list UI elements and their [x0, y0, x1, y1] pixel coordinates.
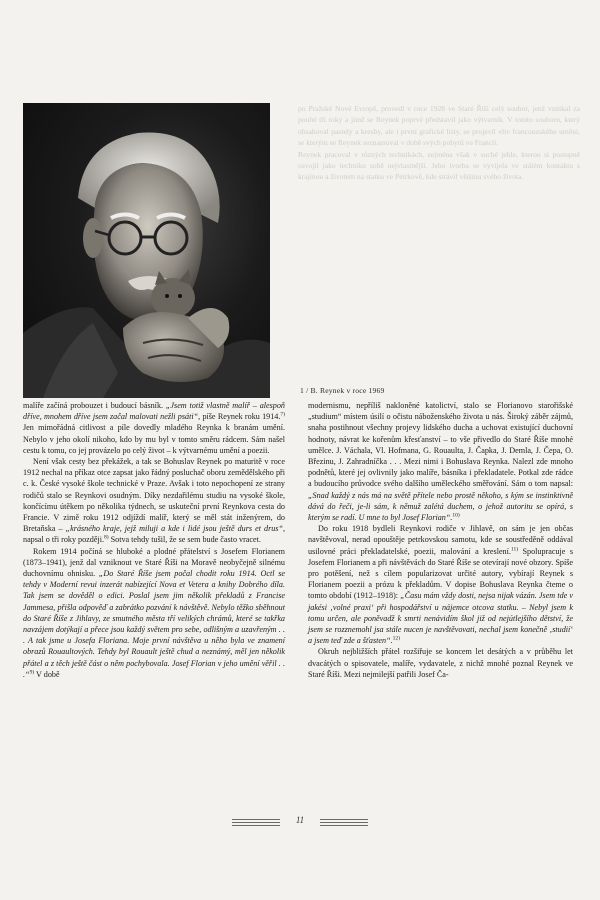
folio-rule — [232, 819, 280, 820]
text-run: Do roku 1918 bydleli Reynkovi rodiče v Jihlavě, on sám je jen občas navštěvoval, nerad opouštěje petrkovskou samotu, kde se soustředěně oddával usilovné práci překladatelské, poezii, malování a kreslení. — [308, 524, 573, 556]
footnote-ref: 9) — [29, 669, 35, 676]
footnote-ref: 12) — [392, 635, 400, 642]
portrait-illustration — [23, 103, 270, 398]
folio-rule — [320, 822, 368, 823]
text-run: Spolupracuje s Josefem Florianem a při návštěvách do Staré Říše se otevírají nové obzory. Spíše pro potěšení, než s cílem popularizovat určité autory, vybírají Reynek s Florianem poezii a prózu k překladům. V dopise Bohuslava Reynka čteme o tomto období (1912–1918): — [308, 546, 573, 601]
show-through-paragraph: po Pražské Nové Evropě, provedl v roce 1928 ve Staré Říši celý soubor, jenž vznikal za pouhé tři roky a jímž se Reynek poprvé představil jako výtvarník. V tomto souboru, který obsahoval pastely a kresby, ale i první grafické listy, se projevil vliv francouzského umění, se kterým se Reynek seznamoval v době svých pobytů ve Francii. — [298, 104, 580, 148]
text-run: Není však cesty bez překážek, a tak se Bohuslav Reynek po maturitě v roce 1912 nechal na příkaz otce zapsat jako řádný posluchač oboru zemědělského při c. k. České vysoké škole technické v Praze. Avšak i toto nepochopení ze strany rodičů stalo se Reynkovi osudným. Díky nezdařilému studiu na vysoké škole, končícímu útěkem po několika týdnech, se uskuteční první Reynkova cesta do Francie. V zimě roku 1912 odjíždí malíř, který se měl stát inženýrem, do Bretaňska – — [23, 457, 285, 534]
folio-rule — [232, 825, 280, 826]
portrait-photo — [23, 103, 270, 398]
body-paragraph — [23, 456, 285, 546]
body-paragraph — [308, 646, 573, 680]
quotation-text: „Snad každý z nás má na světě přítele nebo prostě někoho, s kým se instinktivně dává do řeči, je-li sám, k němuž zalétá duchem, o jehož autoritu se opírá, s kterým se radí. U mne to byl Josef Florian“. — [308, 490, 573, 523]
show-through-paragraph: Reynek pracoval v různých technikách, zejména však v suché jehle, kterou si postupně osvojil jako techniku sobě nejvlastnější. Jeho tvorba se vyvíjela ve stálém kontaktu s krajinou a životem na statku ve Petrkově, kde strávil většinu svého života. — [298, 149, 580, 182]
page-folio — [0, 815, 600, 829]
quotation-text: „Času mám vždy dosti, nejsa nijak vázán. Jsem tde v jakési ‚volné praxi‘ při hospodářství u nájemce otcova statku. – Nebyl jsem k tomu určen, ale poněvadž k smrti nenávidím škol již od nejútlejšího dětství, že jsem se rozznemohl jsa stále nucen je navštěvovati, nechal jsem konečně ‚studií‘ a jsem teď zde a šťasten“. — [308, 591, 574, 646]
body-paragraph — [308, 523, 573, 646]
quotation-text: „Do Staré Říše jsem počal chodit roku 1914. Octl se tehdy v Moderní revui inzerát nabízející Nova et Vetera a knihy Dobrého díla. Tak jsem se dověděl o edici. Poslal jsem jim několik překladů z Francise Jammesa, přišla odpověď a zabrátko pozvání k návštěvě. Nebylo těžko sběhnout do Staré Říše z Jihlavy, ze smutného města tří velikých chrámů, které se takřka navzájem dotýkají a přece jsou každý světem pro sebe, odlišným a uzavřeným . . . A tak jsme u Josefa Floriana. Moje první návštěva u něho byla ve znamení obrazů Rouaultových. Tehdy byl Rouault ještě chud a neznámý, měl jen několik přátel a z těch ještě část o něm pochybovala. Josef Florian v jeho umění věřil . . .“ — [23, 569, 285, 679]
right-text-column — [308, 400, 573, 680]
footnote-ref: 11) — [510, 545, 519, 552]
body-paragraph — [23, 546, 285, 680]
text-run: Rokem 1914 počíná se hluboké a plodné přátelství s Josefem Florianem (1873–1941), jenž dal vzniknout ve Staré Říši na Moravě neobyčejně silnému duchovnímu ohnisku. — [23, 546, 285, 579]
text-run: píše Reynek roku 1914. — [200, 412, 281, 422]
folio-rule — [320, 825, 368, 826]
body-paragraph — [23, 400, 285, 456]
show-through-text — [298, 103, 580, 298]
text-run: Jen mimořádná citlivost a píle dovedly mladého Reynka k branám umění. Nebylo v jeho okolí nikoho, kdo by mu byl v tomto směru rádcem. Sám našel cestu k tomu, co jej provázelo po celý život – k výtvarnému umění a poezii. — [23, 423, 285, 455]
body-paragraph — [308, 400, 573, 523]
footnote-ref: 10) — [452, 512, 460, 519]
left-text-column — [23, 400, 285, 680]
photo-caption: 1 / B. Reynek v roce 1969 — [300, 386, 385, 395]
folio-rule — [320, 819, 368, 820]
text-run: Sotva tehdy tušil, že se sem bude často vracet. — [108, 535, 261, 545]
text-run: malíře začíná probouzet i budoucí básník. — [23, 401, 166, 410]
text-run: Okruh nejbližších přátel rozšiřuje se koncem let desátých a v průběhu let dvacátých o spisovatele, malíře, vydavatele, z nichž mnohé poznal Reynek ve Staré Říši. Mezi nejmilejší patřili Josef Ča- — [308, 647, 573, 679]
footnote-ref: 8) — [104, 534, 109, 541]
quotation-text: „krásného kraje, jejž miluji a kde i lidé jsou ještě durs et drus“, — [65, 524, 286, 534]
quotation-text: „Jsem totiž vlastně malíř – alespoň dříve, mnohem dříve jsem začal malovati nežli psáti“, — [23, 401, 285, 422]
page-number: 11 — [295, 815, 305, 825]
text-run: modernismu, nepříliš nakloněné katolictví, stalo se Florianovo starořišské „studium“ místem úsilí o očistu náboženského života u nás. Široký záběr zájmů, snaha postihnout všechny projevy lidského ducha a uchovat existující duchovní hodnoty, návrat ke kořenům křesťanství – to vše přivedlo do Staré Říše mnohé umělce. J. Váchala, Vl. Hofmana, G. Rouaulta, J. Čapka, J. Demla, J. Čepa, O. Březinu, J. Zahradníčka . . . Mezi nimi i Bohuslava Reynka. Nalezl zde mnoho podnětů, které jej ovlivnily jako malíře, básníka i překladatele. Potkal zde rádce a budoucího průvodce svého dalšího uměleckého směřování. Sám o tom napsal: — [308, 401, 573, 489]
text-run: napsal o tři roky později. — [23, 535, 105, 545]
folio-rule — [232, 822, 280, 823]
text-run: V době — [34, 669, 60, 679]
footnote-ref: 7) — [280, 411, 285, 418]
